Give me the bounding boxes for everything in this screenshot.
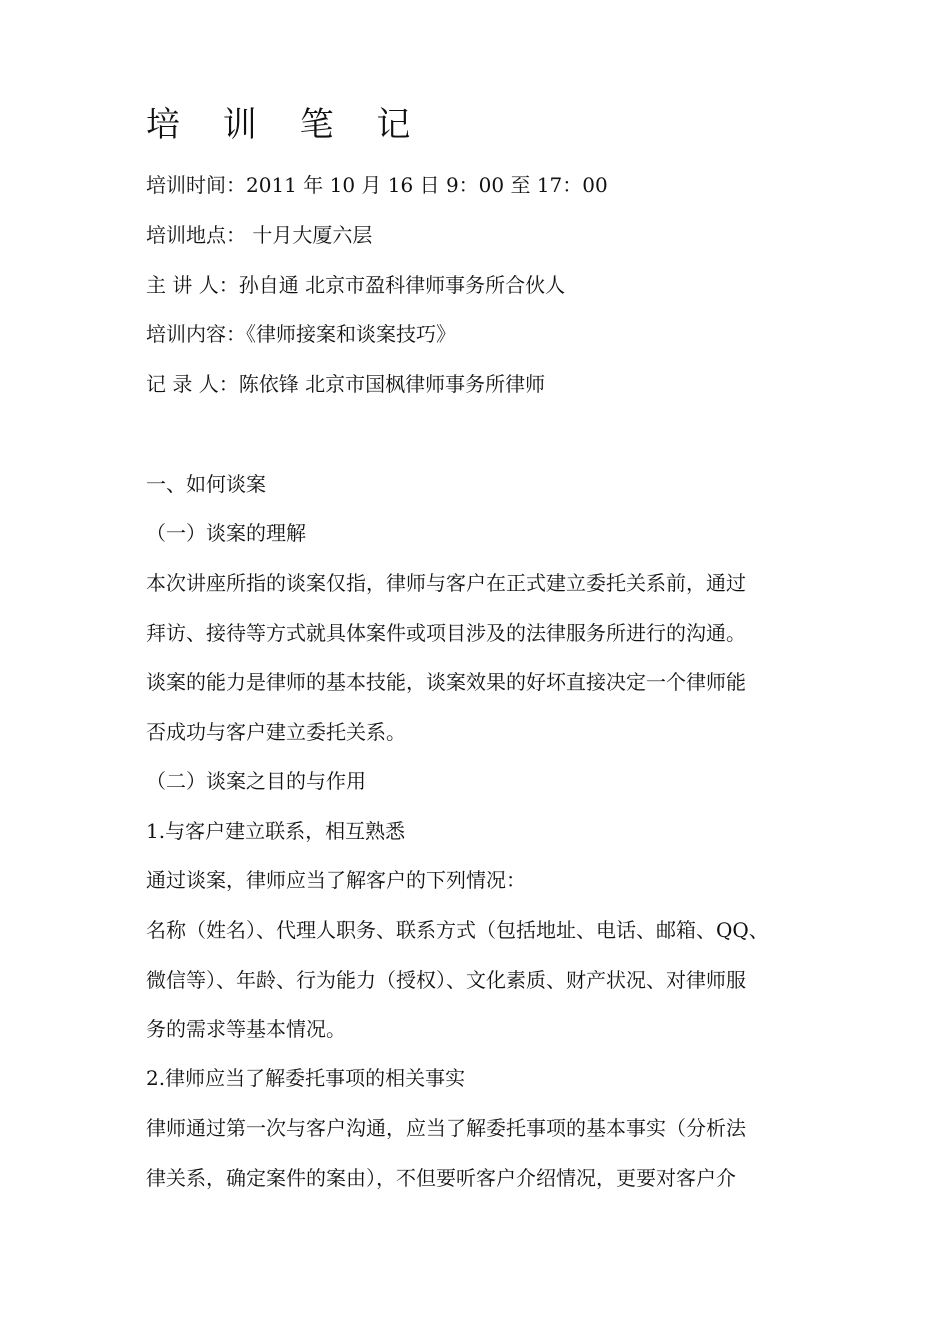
training-content: 培训内容：《律师接案和谈案技巧》 <box>146 322 456 346</box>
paragraph-3-line: 微信等）、年龄、行为能力（授权）、文化素质、财产状况、对律师服 <box>146 967 746 992</box>
paragraph-1 <box>146 559 814 757</box>
paragraph-1-line: 拜访、接待等方式就具体案件或项目涉及的法律服务所进行的沟通。 <box>146 620 746 645</box>
recorder: 记 录 人：陈依锋 北京市国枫律师事务所律师 <box>146 372 546 396</box>
speaker: 主 讲 人：孙自通 北京市盈科律师事务所合伙人 <box>146 273 566 297</box>
list-item-2: 2.律师应当了解委托事项的相关事实 <box>146 1066 466 1090</box>
paragraph-3-line: 务的需求等基本情况。 <box>146 1017 346 1041</box>
training-time: 培训时间：2011 年 10 月 16 日 9：00 至 17：00 <box>146 173 608 197</box>
paragraph-1-line: 否成功与客户建立委托关系。 <box>146 719 406 744</box>
paragraph-4-line: 律关系，确定案件的案由），不但要听客户介绍情况，更要对客户介 <box>146 1165 736 1190</box>
paragraph-4 <box>146 1104 814 1203</box>
list-item-1: 1.与客户建立联系，相互熟悉 <box>146 819 406 843</box>
document-title: 培 训 笔 记 <box>146 105 427 145</box>
paragraph-1-line: 谈案的能力是律师的基本技能，谈案效果的好坏直接决定一个律师能 <box>146 670 746 694</box>
section-heading-1: 一、如何谈案 <box>146 472 266 496</box>
training-place: 培训地点： 十月大厦六层 <box>146 223 373 247</box>
paragraph-4-line: 律师通过第一次与客户沟通，应当了解委托事项的基本事实（分析法 <box>146 1116 746 1140</box>
paragraph-3 <box>146 906 814 1055</box>
subsection-heading-2: （二）谈案之目的与作用 <box>146 769 366 793</box>
paragraph-2: 通过谈案，律师应当了解客户的下列情况： <box>146 868 526 892</box>
paragraph-1-line: 本次讲座所指的谈案仅指，律师与客户在正式建立委托关系前，通过 <box>146 571 746 595</box>
paragraph-3-line: 名称（姓名）、代理人职务、联系方式（包括地址、电话、邮箱、QQ、 <box>146 918 769 942</box>
subsection-heading-1: （一）谈案的理解 <box>146 521 306 545</box>
